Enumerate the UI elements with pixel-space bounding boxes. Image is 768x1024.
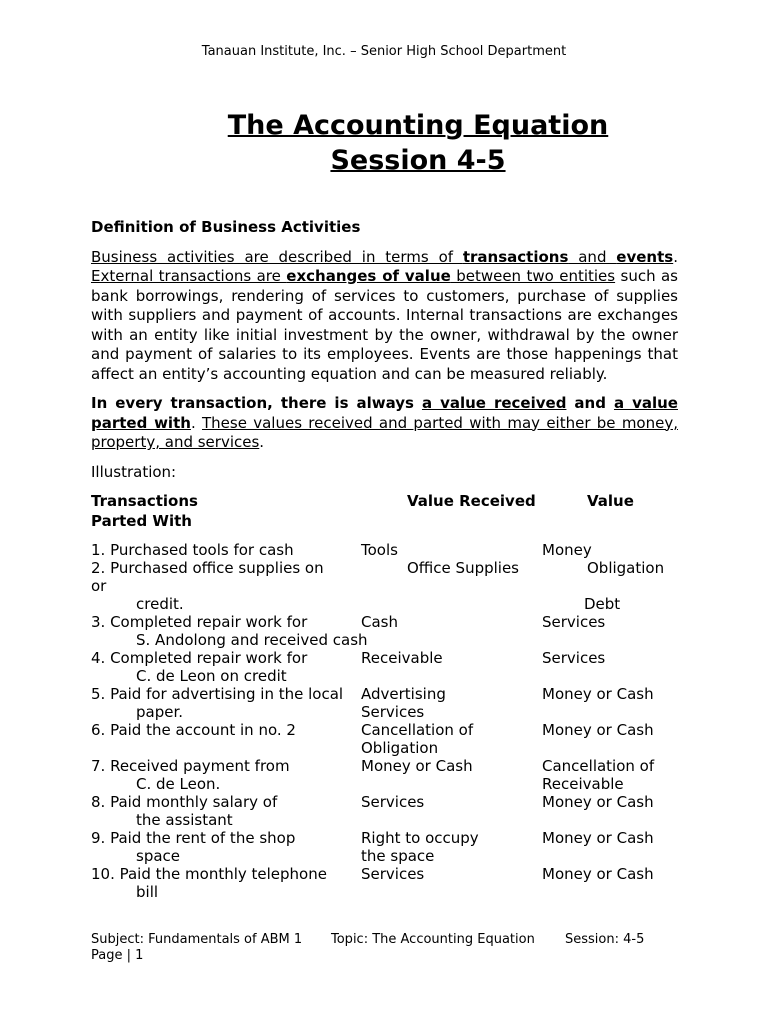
value-received-cell: Services [361,865,425,883]
value-parted-cell [584,559,665,613]
value-parted-cell: Money or Cash [542,865,654,883]
table-row [91,613,678,649]
transaction-line-2: S. Andolong and received cash [136,631,368,649]
p2-b1: In every transaction, there is always [91,394,422,412]
transaction-cell [91,865,327,901]
transaction-cell: 1. Purchased tools for cash [91,541,294,559]
p1-s3: . [673,247,678,266]
p2-s1: . [190,413,202,432]
table-row [91,541,678,559]
p2-s2: . [259,433,265,451]
transaction-line-1: 10. Paid the monthly telephone [91,865,327,883]
value-received-cell: Money or Cash [361,757,473,775]
table-row [91,793,678,829]
value-received-cell [361,721,473,757]
transaction-line-2: credit. [136,595,184,613]
p1-exchanges: exchanges of value [286,267,451,285]
transaction-line-1: 4. Completed repair work for [91,649,308,667]
table-row [91,559,678,613]
transaction-line-1: 3. Completed repair work for [91,613,308,631]
value-parted-cell: Money or Cash [542,829,654,847]
table-row [91,829,678,865]
p2-u1: These values received and parted with may either be money, property, and services [91,413,678,451]
transaction-cell [91,829,295,865]
value-parted-line-1: Cancellation of [542,757,655,775]
header-parted-with: Parted With [91,511,192,530]
table-header [91,492,678,531]
document-body [91,218,678,901]
title-line-1: The Accounting Equation [227,110,609,141]
value-parted-cell: Services [542,649,606,667]
footer-session: Session: 4-5 [565,932,645,947]
page-header: Tanauan Institute, Inc. – Senior High School Department [201,44,567,59]
transaction-line-2: C. de Leon on credit [136,667,287,685]
value-received-cell [361,685,446,721]
p1-text [91,248,673,266]
transaction-cell [91,757,290,793]
transaction-line-1: 7. Received payment from [91,757,290,775]
value-parted-line-1: Obligation [587,559,665,577]
value-parted-cell: Money or Cash [542,721,654,739]
transaction-line-2: paper. [136,703,184,721]
value-received-line-1: Advertising [361,685,446,703]
paragraph-values [91,394,678,453]
p1-s5: between two entities [450,267,616,285]
p1-s6: such as bank borrowings, rendering of services to customers, purchase of supplies with suppliers and payment of accounts. Internal transactions are exchanges with an entity like initial investment by the owner, withdrawal by the owner and payment of salaries to its employees. Events are those happenings that affect an entity’s accounting equation and can be measured reliably. [91,267,678,383]
transaction-line-2: space [136,847,181,865]
header-value: Value [587,492,634,510]
p2-value-parted: a value parted with [91,394,678,432]
value-received-cell: Cash [361,613,398,631]
value-parted-line-2: Debt [584,595,621,613]
transaction-line-2: bill [136,883,159,901]
footer-subject: Subject: Fundamentals of ABM 1 [91,932,303,947]
footer-page-number: Page | 1 [91,948,144,963]
value-received-line-2: Obligation [361,739,439,757]
p2-b2: and [566,394,614,412]
transaction-line-1b: or [91,577,107,595]
transaction-cell [91,559,324,613]
transaction-cell [91,649,307,685]
transaction-line-2: the assistant [136,811,233,829]
p1-external [91,267,615,285]
transaction-line-1: 9. Paid the rent of the shop [91,829,296,847]
value-received-line-2: Services [361,703,425,721]
value-parted-line-2: Receivable [542,775,624,793]
transactions-table [91,541,678,901]
p1-s2: and [568,247,617,266]
table-row [91,865,678,901]
table-row [91,685,678,721]
transaction-cell: 6. Paid the account in no. 2 [91,721,296,739]
header-transactions: Transactions [91,492,198,510]
value-received-cell: Receivable [361,649,443,667]
p1-events: events [616,247,674,266]
value-parted-cell: Money [542,541,592,559]
value-received-cell: Office Supplies [407,559,520,577]
illustration-label: Illustration: [91,462,177,481]
p1-s1: Business activities are described in terms of [91,247,463,266]
section-heading: Definition of Business Activities [91,218,361,236]
table-row [91,757,678,793]
p2-value-received: a value received [421,394,567,412]
transaction-line-1: 2. Purchased office supplies on [91,559,324,577]
title-line-2: Session 4-5 [330,145,506,176]
document-title [194,108,642,178]
value-received-line-2: the space [361,847,435,865]
footer-topic: Topic: The Accounting Equation [331,932,535,947]
table-row [91,721,678,757]
transaction-line-2: C. de Leon. [136,775,221,793]
p1-transactions: transactions [462,247,569,266]
value-received-cell: Tools [361,541,398,559]
value-received-cell: Services [361,793,425,811]
value-parted-cell: Money or Cash [542,685,654,703]
value-received-line-1: Right to occupy [361,829,479,847]
value-received-cell [361,829,479,865]
paragraph-definition [91,248,678,385]
table-row [91,649,678,685]
value-parted-cell: Services [542,613,606,631]
transaction-line-1: 8. Paid monthly salary of [91,793,278,811]
header-value-received: Value Received [407,492,536,510]
transaction-cell [91,793,277,829]
value-parted-cell [542,757,654,793]
transaction-line-1: 5. Paid for advertising in the local [91,685,344,703]
transaction-cell [91,685,343,721]
transaction-cell [91,613,368,649]
value-received-line-1: Cancellation of [361,721,474,739]
value-parted-cell: Money or Cash [542,793,654,811]
p1-s4: External transactions are [91,267,287,285]
